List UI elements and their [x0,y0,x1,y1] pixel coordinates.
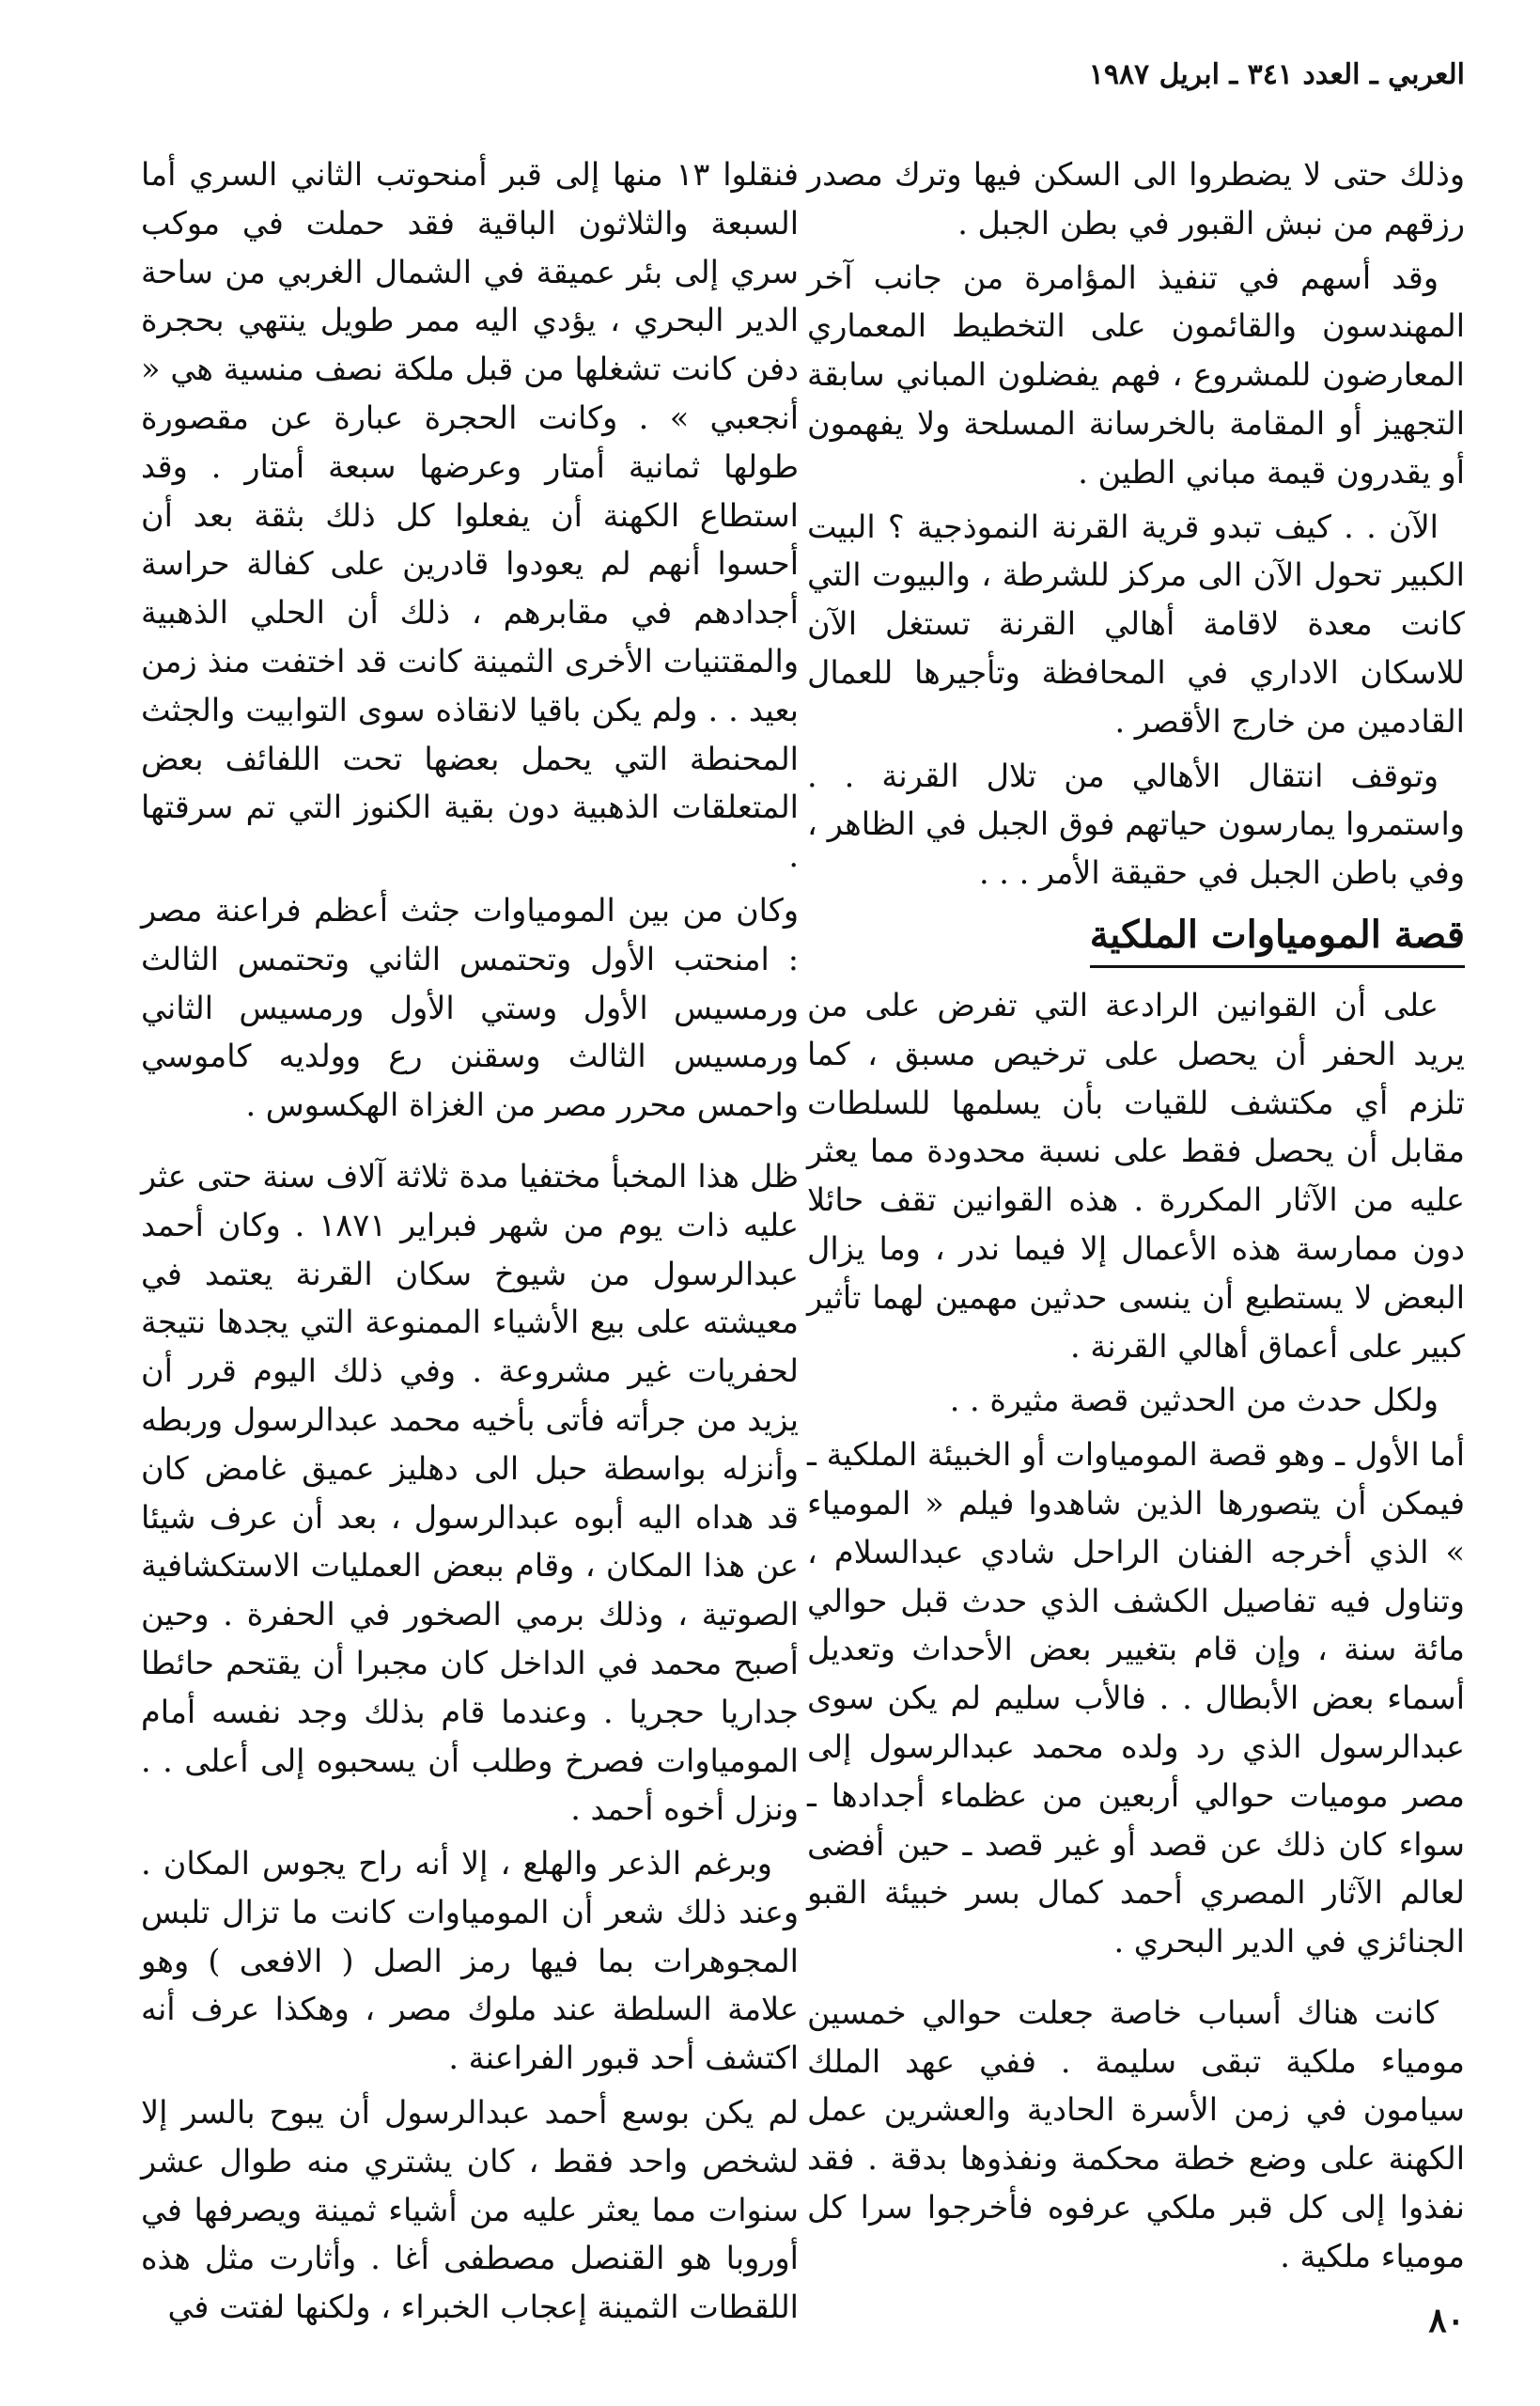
paragraph: الآن . . كيف تبدو قرية القرنة النموذجية ؟ البيت الكبير تحول الآن الى مركز للشرطة ، والبيوت التي كانت معدة لاقامة أهالي القرنة تستغل الآن للاسكان الاداري في المحافظة وتأجيرها للعمال القادمين من خارج الأقصر . [807,508,1465,740]
right-column [807,150,1465,2287]
paragraph: فنقلوا ١٣ منها إلى قبر أمنحوتب الثاني السري أما السبعة والثلاثون الباقية فقد حملت في موكب سري إلى بئر عميقة في الشمال الغربي من ساحة الدير البحري ، يؤدي اليه ممر طويل ينتهي بحجرة دفن كانت تشغلها من قبل ملكة نصف منسية هي « أنجعبي » . وكانت الحجرة عبارة عن مقصورة طولها ثمانية أمتار وعرضها سبعة أمتار . وقد استطاع الكهنة أن يفعلوا كل ذلك بثقة بعد أن أحسوا أنهم لم يعودوا قادرين على كفالة حراسة أجدادهم في مقابرهم ، ذلك أن الحلي الذهبية والمقتنيات الأخرى الثمينة كانت قد اختفت منذ زمن بعيد . . ولم يكن باقيا لانقاذه سوى التوابيت والجثث المحنطة التي يحمل بعضها تحت اللفائف بعض المتعلقات الذهبية دون بقية الكنوز التي تم سرقتها . [141,156,800,875]
paragraph: وبرغم الذعر والهلع ، إلا أنه راح يجوس المكان . وعند ذلك شعر أن المومياوات كانت ما تزال تلبس المجوهرات بما فيها رمز الصل ( الافعى ) وهو علامة السلطة عند ملوك مصر ، وهكذا عرف أنه اكتشف أحد قبور الفراعنة . [141,1845,799,2077]
paragraph: وتوقف انتقال الأهالي من تلال القرنة . . واستمروا يمارسون حياتهم فوق الجبل في الظاهر ، وفي باطن الجبل في حقيقة الأمر . . . [807,757,1465,892]
paragraph: ظل هذا المخبأ مختفيا مدة ثلاثة آلاف سنة حتى عثر عليه ذات يوم من شهر فبراير ١٨٧١ . وكان أحمد عبدالرسول من شيوخ سكان القرنة يعتمد في معيشته على بيع الأشياء الممنوعة التي يجدها نتيجة لحفريات غير مشروعة . وفي ذلك اليوم قرر أن يزيد من جرأته فأتى بأخيه محمد عبدالرسول وربطه وأنزله بواسطة حبل الى دهليز عميق غامض كان قد هداه اليه أبوه عبدالرسول ، بعد أن عرف شيئا عن هذا المكان ، وقام ببعض العمليات الاستكشافية الصوتية ، وذلك برمي الصخور في الحفرة . وحين أصبح محمد في الداخل كان مجبرا أن يقتحم حائطا جداريا حجريا . وعندما قام بذلك وجد نفسه أمام المومياوات فصرخ وطلب أن يسحبوه إلى أعلى . . ونزل أخوه أحمد . [141,1157,800,1828]
paragraph: وقد أسهم في تنفيذ المؤامرة من جانب آخر المهندسون والقائمون على التخطيط المعماري المعارضون للمشروع ، فهم يفضلون المباني سابقة التجهيز أو المقامة بالخرسانة المسلحة ولا يفهمون أو يقدرون قيمة مباني الطين . [807,258,1465,491]
paragraph: لم يكن بوسع أحمد عبدالرسول أن يبوح بالسر إلا لشخص واحد فقط ، كان يشتري منه طوال عشر سنوات مما يعثر عليه من أشياء ثمينة ويصرفها في أوروبا هو القنصل مصطفى أغا . وأثارت مثل هذه اللقطات الثمينة إعجاب الخبراء ، ولكنها لفتت في [141,2094,799,2326]
paragraph: على أن القوانين الرادعة التي تفرض على من يريد الحفر أن يحصل على ترخيص مسبق ، كما تلزم أي مكتشف للقيات بأن يسلمها للسلطات مقابل أن يحصل فقط على نسبة محدودة مما يعثر عليه من الآثار المكررة . هذه القوانين تقف حائلا دون ممارسة هذه الأعمال إلا فيما ندر ، وما يزال البعض لا يستطيع أن ينسى حدثين مهمين لهما تأثير كبير على أعماق أهالي القرنة . [807,986,1465,1365]
running-header: العربي ـ العدد ٣٤١ ـ ابريل ١٩٨٧ [1088,58,1465,91]
left-column [141,150,799,2337]
paragraph: وكان من بين المومياوات جثث أعظم فراعنة مصر : امنحتب الأول وتحتمس الثاني وتحتمس الثالث ورمسيس الأول وستي الأول ورمسيس الثاني ورمسيس الثالث وسقنن رع وولديه كاموسي واحمس محرر مصر من الغزاة الهكسوس . [141,891,799,1124]
page-number: ٨٠ [1428,2301,1465,2340]
paragraph: وذلك حتى لا يضطروا الى السكن فيها وترك مصدر رزقهم من نبش القبور في بطن الجبل . [807,156,1465,242]
paragraph: أما الأول ـ وهو قصة المومياوات أو الخبيئة الملكية ـ فيمكن أن يتصورها الذين شاهدوا فيلم « المومياء » الذي أخرجه الفنان الراحل شادي عبدالسلام ، وتناول فيه تفاصيل الكشف الذي حدث قبل حوالي مائة سنة ، وإن قام بتغيير بعض الأحداث وتعديل أسماء بعض الأبطال . . فالأب سليم لم يكن سوى عبدالرسول الذي رد ولده محمد عبدالرسول إلى مصر موميات حوالي أربعين من عظماء أجدادها ـ سواء كان ذلك عن قصد أو غير قصد ـ حين أفضى لعالم الآثار المصري أحمد كمال بسر خبيئة القبو الجنائزي في الدير البحري . [807,1436,1465,1961]
paragraph: ولكل حدث من الحدثين قصة مثيرة . . [949,1382,1439,1419]
section-heading: قصة المومياوات الملكية [1090,907,1465,968]
paragraph: كانت هناك أسباب خاصة جعلت حوالي خمسين مومياء ملكية تبقى سليمة . ففي عهد الملك سيامون في زمن الأسرة الحادية والعشرين عمل الكهنة على وضع خطة محكمة ونفذوها بدقة . فقد نفذوا إلى كل قبر ملكي عرفوه فأخرجوا سرا كل مومياء ملكية . [807,1993,1465,2274]
